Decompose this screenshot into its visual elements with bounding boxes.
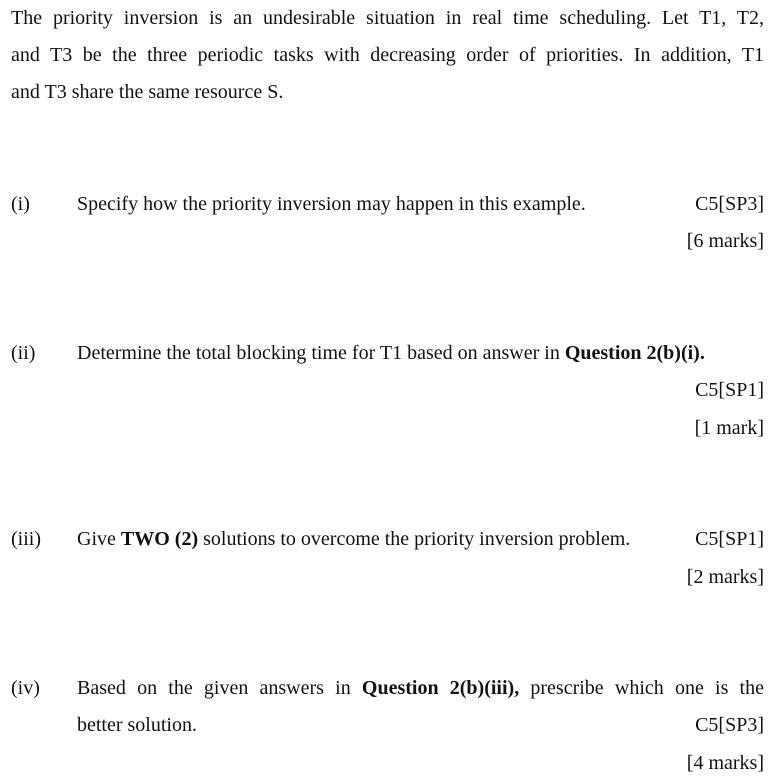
- question-text: [77, 676, 764, 700]
- question-text-plain: Determine the total blocking time for T1 based on answer in: [77, 342, 565, 364]
- marks-label: [1 mark]: [694, 417, 764, 439]
- question-text: [77, 527, 630, 551]
- intro-line-2: and T3 be the three periodic tasks with decreasing order of priorities. In addition, T1: [11, 44, 764, 66]
- intro-line-3: and T3 share the same resource S.: [11, 81, 284, 103]
- question-number: (iii): [11, 528, 41, 550]
- outcome-code: C5[SP3]: [695, 714, 764, 736]
- question-text: Specify how the priority inversion may happen in this example.: [77, 193, 586, 215]
- question-number: (ii): [11, 342, 36, 364]
- marks-label: [4 marks]: [686, 752, 764, 774]
- question-text-plain: Based on the given answers in: [77, 677, 362, 699]
- question-number: (iv): [11, 677, 40, 699]
- question-emphasis: TWO (2): [120, 528, 199, 550]
- question-reference: Question 2(b)(iii),: [361, 677, 520, 699]
- question-text-plain: prescribe which one is the: [519, 677, 764, 699]
- marks-label: [2 marks]: [686, 566, 764, 588]
- question-text-line-2: better solution.: [77, 714, 197, 736]
- question-text: [77, 341, 705, 365]
- question-reference: Question 2(b)(i).: [564, 342, 705, 364]
- outcome-code: C5[SP1]: [695, 379, 764, 401]
- question-text-plain: solutions to overcome the priority inversion problem.: [198, 528, 631, 550]
- intro-line-1: The priority inversion is an undesirable situation in real time scheduling. Let T1, T2,: [11, 7, 764, 29]
- question-number: (i): [11, 193, 30, 215]
- question-text-plain: Give: [77, 528, 121, 550]
- marks-label: [6 marks]: [686, 230, 764, 252]
- outcome-code: C5[SP3]: [695, 193, 764, 215]
- outcome-code: C5[SP1]: [695, 528, 764, 550]
